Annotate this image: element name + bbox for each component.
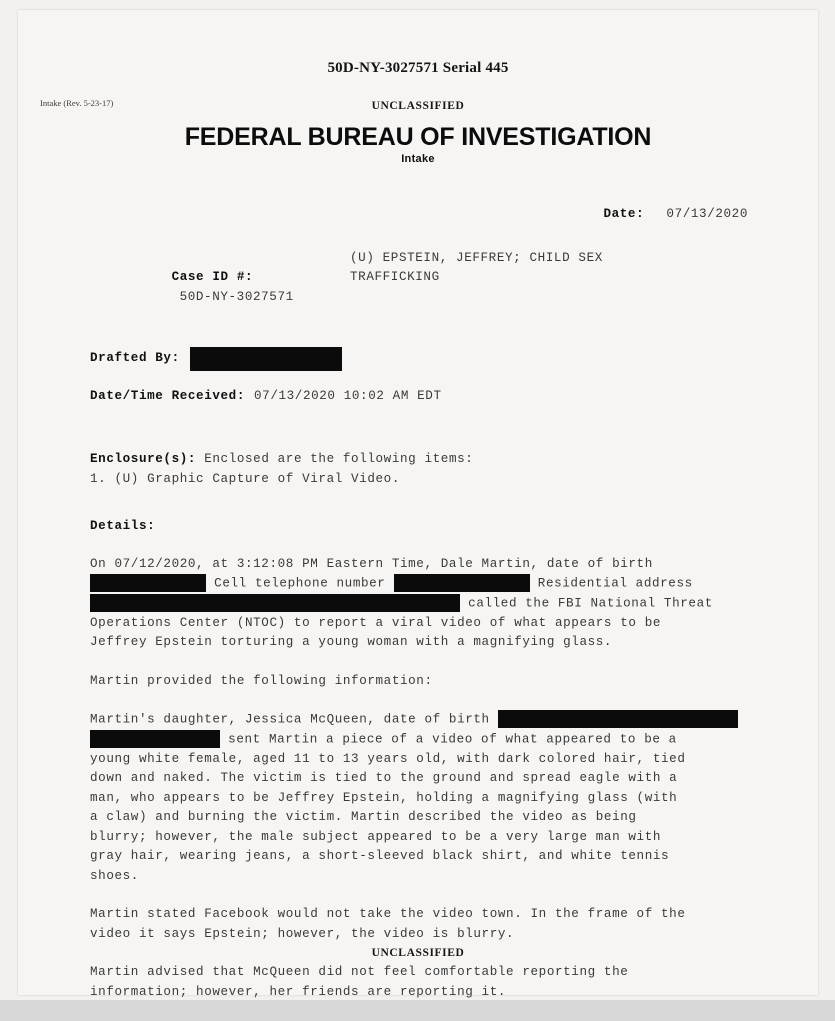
- paragraph-text: gray hair, wearing jeans, a short-sleeved black shirt, and white tennis: [90, 849, 670, 864]
- case-id-value: 50D-NY-3027571: [179, 289, 294, 304]
- classification-banner-bottom: UNCLASSIFIED: [371, 947, 465, 959]
- details-heading: [90, 517, 770, 537]
- redaction-block: [498, 710, 738, 728]
- date-time-received-label: Date/Time Received:: [90, 388, 245, 403]
- paragraph-text: called the FBI National Threat: [460, 596, 713, 611]
- paragraph-text: Martin's daughter, Jessica McQueen, date of birth: [90, 712, 498, 727]
- paragraph-text: blurry; however, the male subject appeared to be a very large man with: [90, 829, 662, 844]
- paragraph-text: On 07/12/2020, at 3:12:08 PM Eastern Time, Dale Martin, date of birth: [90, 556, 653, 571]
- date-time-received-value: 07/13/2020 10:02 AM EDT: [254, 388, 442, 403]
- redaction-block: [190, 347, 342, 371]
- paragraph-text: video it says Epstein; however, the video is blurry.: [90, 926, 515, 941]
- redaction-block: [90, 594, 460, 612]
- paragraph-text: young white female, aged 11 to 13 years old, with dark colored hair, tied: [90, 751, 686, 766]
- paragraph-text: information; however, her friends are reporting it.: [90, 984, 507, 999]
- enclosure-item-1: 1. (U) Graphic Capture of Viral Video.: [90, 471, 400, 486]
- paragraph-text: Cell telephone number: [206, 576, 394, 591]
- paragraph-text: Martin stated Facebook would not take the video town. In the frame of the: [90, 907, 686, 922]
- paragraph-text: sent Martin a piece of a video of what appeared to be a: [220, 732, 677, 747]
- date-value: 07/13/2020: [666, 207, 748, 221]
- date-time-received-row: [90, 387, 770, 407]
- paragraph-text: Jeffrey Epstein torturing a young woman with a magnifying glass.: [90, 635, 613, 650]
- drafted-by-row: [90, 347, 770, 371]
- paragraph-text: man, who appears to be Jeffrey Epstein, holding a magnifying glass (with: [90, 790, 678, 805]
- enclosure-block: [90, 450, 770, 489]
- paragraph-text: Martin advised that McQueen did not feel comfortable reporting the: [90, 965, 629, 980]
- document-sheet: [18, 10, 818, 999]
- document-body: [90, 205, 770, 1021]
- drafted-by-label: Drafted By:: [90, 350, 180, 365]
- paragraph-daughter-account: [90, 710, 770, 886]
- paragraph-text: Martin provided the following information:: [90, 673, 433, 688]
- case-id-row: [90, 249, 770, 327]
- classification-banner-top: UNCLASSIFIED: [371, 100, 465, 112]
- paragraph-martin-provided: [90, 672, 770, 692]
- paragraph-text: shoes.: [90, 868, 139, 883]
- case-subject-line-2: TRAFFICKING: [350, 270, 440, 284]
- redaction-block: [90, 574, 206, 592]
- case-subject-line-1: (U) EPSTEIN, JEFFREY; CHILD SEX: [350, 250, 603, 265]
- paragraph-text: Operations Center (NTOC) to report a viral video of what appears to be: [90, 615, 662, 630]
- redaction-block: [394, 574, 530, 592]
- enclosure-line: [90, 450, 770, 470]
- paragraph-text: a claw) and burning the victim. Martin described the video as being: [90, 810, 637, 825]
- enclosure-label: Enclosure(s):: [90, 452, 197, 466]
- redaction-block: [90, 730, 220, 748]
- paragraph-reporting-note: [90, 963, 770, 1002]
- agency-subtitle: Intake: [401, 153, 435, 165]
- serial-header: 50D-NY-3027571 Serial 445: [327, 60, 509, 76]
- form-revision-label: Intake (Rev. 5-23-17): [40, 98, 114, 108]
- paragraph-text: down and naked. The victim is tied to the ground and spread eagle with a: [90, 771, 678, 786]
- paragraph-text: Residential address: [529, 576, 693, 591]
- case-id-label: Case ID #:: [171, 270, 254, 284]
- paragraph-report-intro: [90, 555, 770, 653]
- enclosure-intro: Enclosed are the following items:: [196, 452, 474, 466]
- paragraph-facebook-note: [90, 905, 770, 944]
- details-label: Details:: [90, 519, 156, 533]
- date-row: [90, 205, 770, 225]
- date-label: Date:: [603, 207, 645, 221]
- agency-title: FEDERAL BUREAU OF INVESTIGATION: [184, 123, 652, 151]
- details-paragraphs: [90, 555, 770, 1003]
